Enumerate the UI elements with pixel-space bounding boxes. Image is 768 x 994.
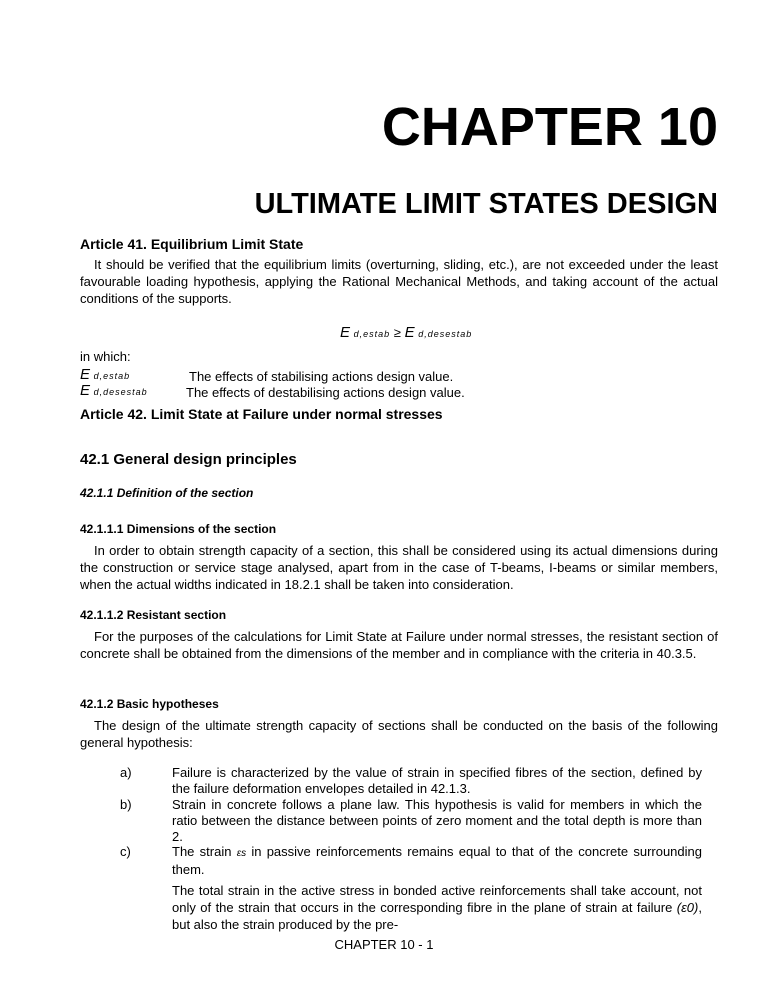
section-42-1-2-heading: 42.1.2 Basic hypotheses — [80, 697, 219, 711]
list-label: b) — [120, 797, 132, 812]
page-footer: CHAPTER 10 - 1 — [334, 937, 434, 952]
section-42-1-1-1-heading: 42.1.1.1 Dimensions of the section — [80, 522, 277, 536]
definition-desc: The effects of stabilising actions design value. — [189, 369, 454, 384]
strain-symbol: (ε0) — [676, 900, 699, 915]
list-label: a) — [120, 765, 132, 780]
chapter-subtitle: ULTIMATE LIMIT STATES DESIGN — [254, 188, 718, 220]
def-symbol: E — [80, 382, 91, 399]
list-text: Failure is characterized by the value of strain in specified fibres of the section, defined by the failure deformation envelopes detailed in 42.1.3. — [172, 765, 702, 796]
text: The strain — [172, 844, 237, 859]
text: , but also the strain produced by the pre- — [172, 900, 702, 932]
article-41-paragraph: It should be verified that the equilibrium limits (overturning, sliding, etc.), are not exceeded under the least favourable loading hypothesis, applying the Rational Mechanical Methods, and taking account of the actual conditions of the supports. — [80, 257, 718, 306]
section-42-1-heading: 42.1 General design principles — [80, 451, 297, 468]
article-42-heading: Article 42. Limit State at Failure under normal stresses — [80, 406, 443, 422]
def-subscript: d,estab — [93, 371, 131, 381]
formula-symbol: E — [404, 324, 415, 341]
strain-symbol: εs — [236, 848, 247, 859]
section-42-1-2-paragraph: The design of the ultimate strength capacity of sections shall be conducted on the basis of the following general hypothesis: — [80, 718, 718, 750]
formula-symbol: E — [340, 324, 351, 341]
definition-row — [80, 382, 148, 399]
section-42-1-1-1-paragraph: In order to obtain strength capacity of a section, this shall be considered using its actual dimensions during the construction or service stage analysed, apart from in the case of T-beams, I-beams or similar members, when the actual widths indicated in 18.2.1 shall be taken into consideration. — [80, 543, 718, 592]
chapter-title: CHAPTER 10 — [381, 97, 718, 157]
def-symbol: E — [80, 366, 91, 383]
text: The total strain in the active stress in bonded active reinforcements shall take account, not only of the strain that occurs in the corresponding fibre in the plane of strain at failure — [172, 883, 702, 915]
list-label: c) — [120, 844, 131, 859]
definition-row — [80, 366, 130, 383]
formula-subscript: d,estab — [353, 329, 391, 339]
section-42-1-1-heading: 42.1.1 Definition of the section — [80, 486, 254, 500]
def-subscript: d,desestab — [93, 387, 148, 397]
formula-subscript: d,desestab — [418, 329, 473, 339]
section-42-1-1-2-heading: 42.1.1.2 Resistant section — [80, 608, 227, 622]
article-41-heading: Article 41. Equilibrium Limit State — [80, 236, 304, 252]
in-which-label: in which: — [80, 349, 131, 364]
formula-operator: ≥ — [393, 325, 401, 340]
list-text — [172, 882, 702, 933]
equilibrium-formula — [340, 324, 472, 341]
definition-desc: The effects of destabilising actions design value. — [186, 385, 465, 400]
list-text: Strain in concrete follows a plane law. This hypothesis is valid for members in which the ratio between the distance between points of zero moment and the total depth is more than 2. — [172, 797, 702, 844]
text: in passive reinforcements remains equal to that of the concrete surrounding them. — [172, 844, 702, 877]
list-text — [172, 844, 702, 878]
section-42-1-1-2-paragraph: For the purposes of the calculations for Limit State at Failure under normal stresses, the resistant section of concrete shall be obtained from the dimensions of the member and in compliance with the criteria in 40.3.5. — [80, 629, 718, 661]
